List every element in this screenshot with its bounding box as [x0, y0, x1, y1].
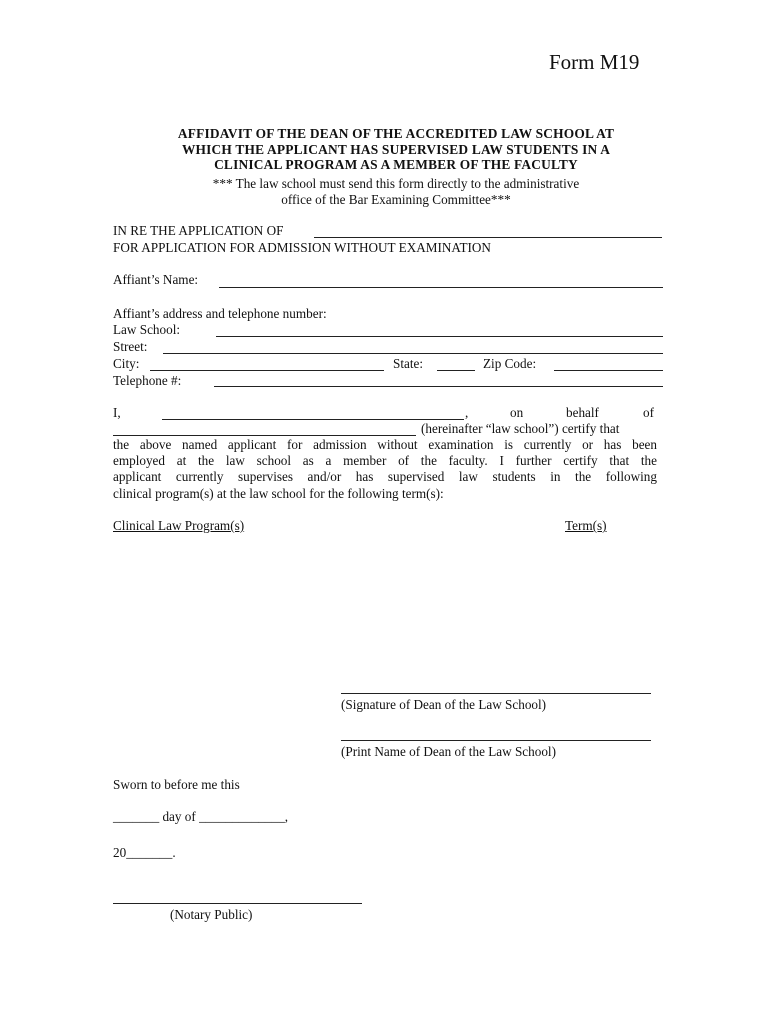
- applicant-name-line[interactable]: [314, 237, 662, 238]
- form-number: Form M19: [549, 50, 640, 74]
- instruction-line-1: *** The law school must send this form directly to the administrative: [212, 176, 580, 191]
- title-line-1: AFFIDAVIT OF THE DEAN OF THE ACCREDITED LAW SCHOOL AT: [177, 126, 615, 141]
- certify-i: I,: [113, 405, 121, 420]
- affiant-certify-line[interactable]: [162, 419, 464, 420]
- certify-paragraph-line-4: employed at the law school as a member of the faculty. I further certify that the: [113, 453, 657, 468]
- title-line-2: WHICH THE APPLICANT HAS SUPERVISED LAW STUDENTS IN A: [181, 141, 611, 157]
- dean-signature-line[interactable]: [341, 693, 651, 694]
- law-school-label: Law School:: [113, 322, 181, 337]
- certify-hereinafter: (hereinafter “law school”) certify that: [421, 421, 620, 436]
- city-line[interactable]: [150, 370, 384, 371]
- title-line-3: CLINICAL PROGRAM AS A MEMBER OF THE FACULTY: [214, 157, 578, 173]
- zip-line[interactable]: [554, 370, 663, 371]
- affiant-name-line[interactable]: [219, 287, 663, 288]
- street-label: Street:: [113, 339, 148, 354]
- affiant-name-label: Affiant’s Name:: [113, 272, 199, 287]
- sworn-line-1: Sworn to before me this: [113, 777, 240, 792]
- law-school-certify-line[interactable]: [113, 435, 416, 436]
- admission-without-exam-label: FOR APPLICATION FOR ADMISSION WITHOUT EXAMINATION: [113, 240, 491, 255]
- notary-signature-line[interactable]: [113, 903, 362, 904]
- clinical-programs-header: Clinical Law Program(s): [113, 518, 245, 533]
- law-school-line[interactable]: [216, 336, 663, 337]
- certify-paragraph-line-3: the above named applicant for admission without examination is currently or has been: [113, 437, 657, 452]
- certify-paragraph-line-6: clinical program(s) at the law school for the following term(s):: [113, 486, 444, 501]
- certify-behalf: behalf: [566, 405, 599, 420]
- telephone-label: Telephone #:: [113, 373, 182, 388]
- dean-print-name-line[interactable]: [341, 740, 651, 741]
- in-re-label: IN RE THE APPLICATION OF: [113, 223, 284, 238]
- state-line[interactable]: [437, 370, 475, 371]
- zip-label: Zip Code:: [483, 356, 537, 371]
- instructions: [110, 176, 682, 208]
- certify-of: of: [643, 405, 654, 420]
- form-title: [110, 126, 682, 173]
- sworn-year[interactable]: 20_______.: [113, 845, 176, 860]
- certify-on: on: [510, 405, 524, 420]
- telephone-line[interactable]: [214, 386, 663, 387]
- certify-paragraph-line-5: applicant currently supervises and/or has supervised law students in the following: [113, 469, 657, 484]
- sworn-day-of[interactable]: _______ day of _____________,: [113, 809, 289, 824]
- certify-comma: ,: [465, 405, 469, 420]
- address-heading: Affiant’s address and telephone number:: [113, 306, 327, 321]
- street-line[interactable]: [163, 353, 663, 354]
- dean-print-name-label: (Print Name of Dean of the Law School): [341, 744, 556, 759]
- dean-signature-label: (Signature of Dean of the Law School): [341, 697, 547, 712]
- instruction-line-2: office of the Bar Examining Committee***: [281, 192, 511, 207]
- notary-public-label: (Notary Public): [170, 907, 253, 922]
- state-label: State:: [393, 356, 424, 371]
- city-label: City:: [113, 356, 140, 371]
- terms-header: Term(s): [565, 518, 607, 533]
